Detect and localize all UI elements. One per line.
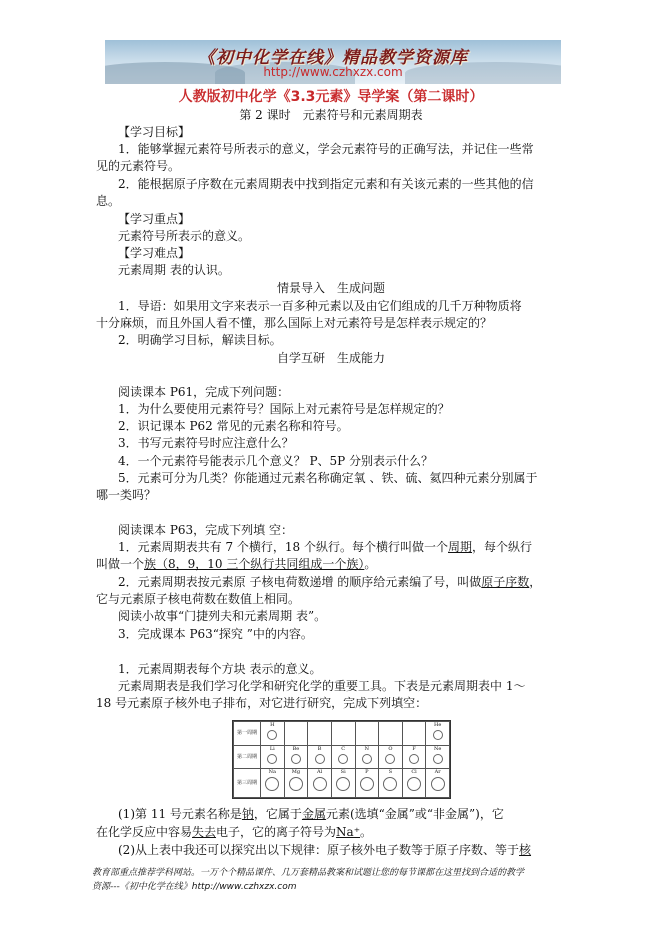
fill-1-line-1: 1．元素周期表共有 7 个横行，18 个纵行。每个横行叫做一个周期，每个纵行 bbox=[118, 540, 533, 554]
banner-url-link[interactable]: http://www.czhxzx.com bbox=[263, 65, 403, 79]
answer-group: 族（8，9，10 三个纵行共同组成一个族） bbox=[144, 557, 365, 571]
element-cell: N bbox=[355, 745, 379, 769]
goal-1-line-1: 1．能够掌握元素符号所表示的意义，学会元素符号的正确写法，并记住一些常 bbox=[118, 142, 534, 156]
answer-1-line-1: (1)第 11 号元素名称是钠，它属于金属元素(选填“金属”或“非金属”)，它 bbox=[118, 807, 504, 821]
periodic-table-figure bbox=[232, 720, 451, 799]
guide-1: 1．元素周期表每个方块 表示的意义。 bbox=[118, 662, 322, 676]
element-cell: Al bbox=[308, 769, 332, 798]
element-cell: O bbox=[379, 745, 403, 769]
reading-task-1: 阅读课本 P61，完成下列问题： bbox=[118, 385, 290, 399]
fill-1-line-2: 叫做一个族（8，9，10 三个纵行共同组成一个族）。 bbox=[96, 557, 377, 571]
goal-2-line-1: 2．能根据原子序数在元素周期表中找到指定元素和有关该元素的一些其他的信 bbox=[118, 177, 534, 191]
row-label: 第一周期 bbox=[234, 722, 261, 746]
element-cell: F bbox=[402, 745, 426, 769]
question-2: 2．识记课本 P62 常见的元素名称和符号。 bbox=[118, 419, 349, 433]
guide-paragraph-line-1: 元素周期表是我们学习化学和研究化学的重要工具。下表是元素周期表中 1～ bbox=[118, 679, 526, 693]
answer-lose: 失去 bbox=[192, 825, 217, 839]
question-5-line-1: 5．元素可分为几类？你能通过元素名称确定氧 、铁、硫、氦四种元素分别属于 bbox=[118, 471, 538, 485]
guide-paragraph-line-2: 18 号元素原子核外电子排布，对它进行研究，完成下列填空： bbox=[96, 696, 428, 710]
answer-period: 周期 bbox=[448, 540, 473, 554]
section-heading-intro: 情景导入 生成问题 bbox=[276, 281, 385, 295]
fill-2-line-1: 2．元素周期表按元素原 子核电荷数递增 的顺序给元素编了号，叫做原子序数， bbox=[118, 575, 542, 589]
intro-paragraph-line-2: 十分麻烦，而且外国人看不懂，那么国际上对元素符号是怎样表示规定的？ bbox=[96, 316, 493, 330]
answer-ion: Na⁺ bbox=[336, 825, 361, 839]
element-cell: C bbox=[331, 745, 355, 769]
page-footer bbox=[92, 866, 582, 894]
banner-title: 《初中化学在线》精品教学资源库 bbox=[198, 48, 468, 68]
story-reading: 阅读小故事“门捷列夫和元素周期 表”。 bbox=[118, 609, 327, 623]
element-cell: Ar bbox=[426, 769, 450, 798]
page-subtitle: 第 2 课时 元素符号和元素周期表 bbox=[239, 108, 423, 122]
key-text: 元素符号所表示的意义。 bbox=[118, 229, 251, 243]
element-cell: Na bbox=[261, 769, 285, 798]
footer-line-1: 教育部重点推荐学科网站。一万个个精品课件、几万套精品教案和试题让您的每节课都在这里找到合适的教学 bbox=[92, 868, 525, 878]
intro-paragraph-line-1: 1．导语：如果用文字来表示一百多种元素以及由它们组成的几千万种物质将 bbox=[118, 299, 522, 313]
answer-metal: 金属 bbox=[301, 807, 326, 821]
difficulty-text: 元素周期 表的认识。 bbox=[118, 263, 230, 277]
reading-task-2: 阅读课本 P63，完成下列填 空： bbox=[118, 523, 293, 537]
element-cell: P bbox=[355, 769, 379, 798]
difficulty-heading: 【学习难点】 bbox=[118, 246, 191, 260]
element-cell: B bbox=[308, 745, 332, 769]
site-banner bbox=[105, 40, 561, 84]
element-cell: Cl bbox=[402, 769, 426, 798]
element-cell: Li bbox=[261, 745, 285, 769]
element-cell: Ne bbox=[426, 745, 450, 769]
question-1: 1．为什么要使用元素符号？国际上对元素符号是怎样规定的？ bbox=[118, 402, 450, 416]
intro-point-2: 2．明确学习目标，解读目标。 bbox=[118, 333, 282, 347]
key-heading: 【学习重点】 bbox=[118, 212, 191, 226]
footer-line-2[interactable]: 资源---《初中化学在线》http://www.czhxzx.com bbox=[92, 882, 297, 892]
element-cell: Mg bbox=[284, 769, 308, 798]
page-title: 人教版初中化学《3.3元素》导学案（第二课时） bbox=[178, 89, 484, 105]
element-cell: H bbox=[261, 722, 285, 746]
question-3: 3．书写元素符号时应注意什么？ bbox=[118, 436, 294, 450]
answer-2-line-1: (2)从上表中我还可以探究出以下规律：原子核外电子数等于原子序数、等于核 bbox=[118, 843, 532, 857]
section-heading-selfstudy: 自学互研 生成能力 bbox=[276, 351, 385, 365]
element-cell: Be bbox=[284, 745, 308, 769]
goal-1-line-2: 见的元素符号。 bbox=[96, 159, 181, 173]
row-label: 第二周期 bbox=[234, 745, 261, 769]
answer-atomic-number: 原子序数 bbox=[481, 575, 530, 589]
element-cell: He bbox=[426, 722, 450, 746]
goals-heading: 【学习目标】 bbox=[118, 125, 191, 139]
row-label: 第三周期 bbox=[234, 769, 261, 798]
fill-3: 3．完成课本 P63“探究 ”中的内容。 bbox=[118, 627, 313, 641]
goal-2-line-2: 息。 bbox=[96, 194, 121, 208]
answer-sodium: 钠 bbox=[241, 807, 254, 821]
question-5-line-2: 哪一类吗？ bbox=[96, 488, 157, 502]
question-4: 4．一个元素符号能表示几个意义？ P、5P 分别表示什么？ bbox=[118, 454, 434, 468]
answer-nucleus: 核 bbox=[519, 843, 532, 857]
answer-1-line-2: 在化学反应中容易失去电子，它的离子符号为Na⁺。 bbox=[96, 825, 373, 839]
element-cell: S bbox=[379, 769, 403, 798]
element-cell: Si bbox=[331, 769, 355, 798]
fill-2-line-2: 它与元素原子核电荷数在数值上相同。 bbox=[96, 592, 301, 606]
